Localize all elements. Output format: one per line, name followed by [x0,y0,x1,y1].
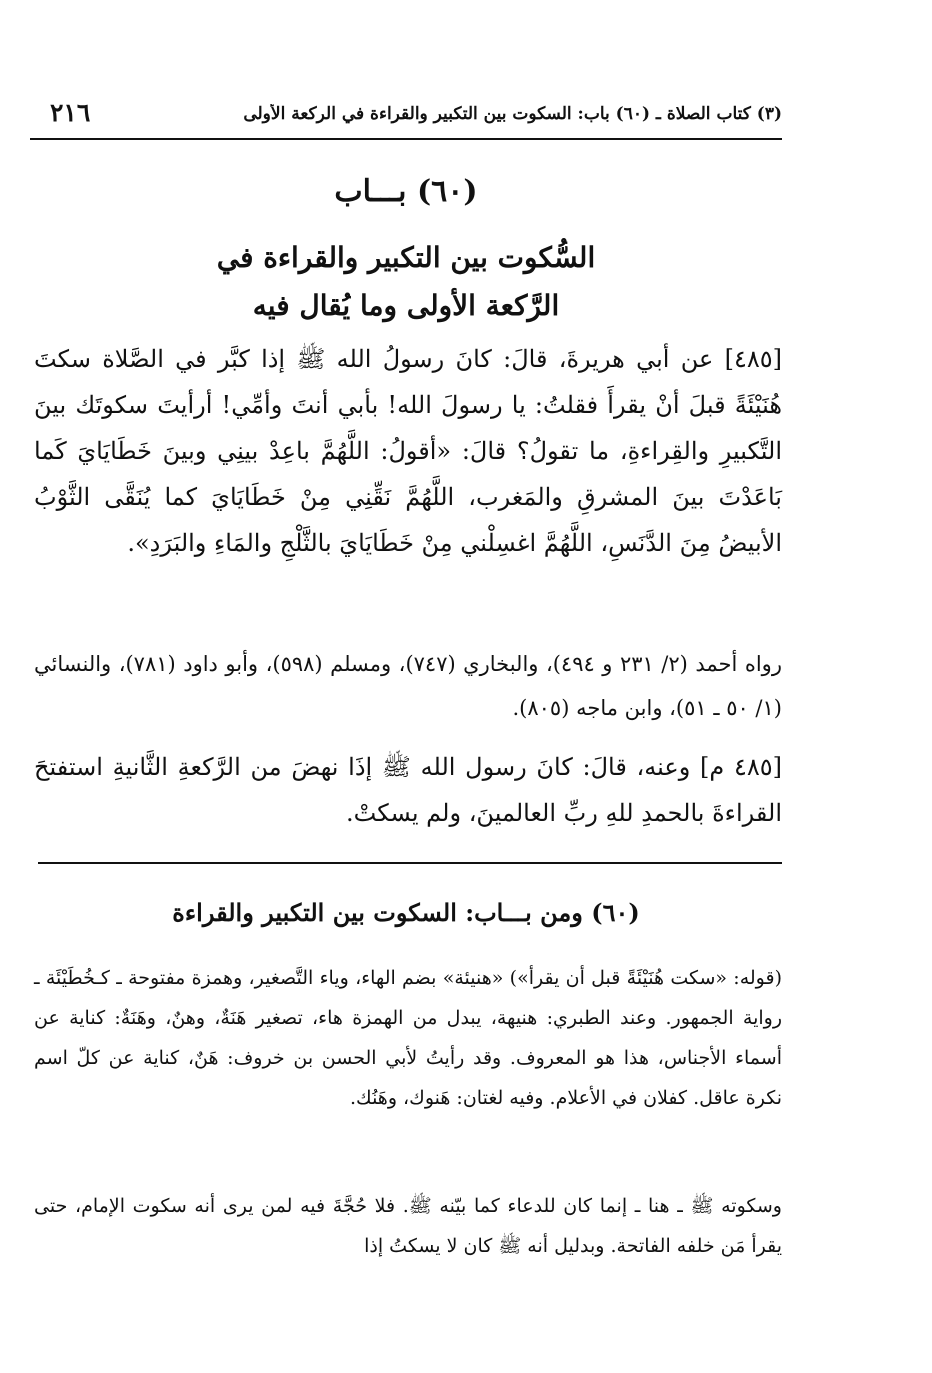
commentary-paragraph-2: وسكوته ﷺ ـ هنا ـ إنما كان للدعاء كما بيّنه ﷺ. فلا حُجَّةَ فيه لمن يرى أنه سكوت الإمام، حتى يقرأ مَن خلفه الفاتحة. وبدليل أنه ﷺ كان لا يسكتُ إذا [34,1195,782,1257]
running-header: (٣) كتاب الصلاة ـ (٦٠) باب: السكوت بين التكبير والقراءة في الركعة الأولى [243,104,782,124]
page-number: ٢١٦ [50,98,91,127]
hadith-485m: [٤٨٥ م] وعنه، قالَ: كانَ رسول الله ﷺ إذَا نهضَ من الرَّكعةِ الثَّانيةِ استفتحَ القراءةَ بالحمدِ للهِ ربِّ العالمينَ، ولم يسكتْ. [34,753,782,827]
commentary-heading: (٦٠) ومن بـــاب: السكوت بين التكبير والقراءة [172,898,640,927]
chapter-title-line-2: الرَّكعة الأولى وما يُقال فيه [252,289,560,322]
hadith-485-takhrij: رواه أحمد (٢/ ٢٣١ و ٤٩٤)، والبخاري (٧٤٧)، ومسلم (٥٩٨)، وأبو داود (٧٨١)، والنسائي (١/ ٥٠ ـ ٥١)، وابن ماجه (٨٠٥). [34,652,782,720]
commentary-paragraph-1: (قوله: «سكت هُنَيْئَةً قبل أن يقرأ») «هنيئة» بضم الهاء، وياء التَّصغير، وهمزة مفتوحة ـ كـخُطَيْئَة ـ رواية الجمهور. وعند الطبري: هنيهة، يبدل من الهمزة هاء، تصغير هَنَةٌ، وهنٌ، وهَنَةٌ: كناية عن أسماء الأجناس، هذا هو المعروف. وقد رأيتُ لأبي الحسن بن خروف: هَنٌ، كناية عن كلّ اسم نكرة عاقل. كفلان في الأعلام. وفيه لغتان: هَنوك، وهَنُك. [34,967,782,1109]
hadith-485: [٤٨٥] عن أبي هريرةَ، قالَ: كانَ رسولُ الله ﷺ إذا كبَّر في الصَّلاة سكتَ هُنَيْئَةً قبلَ أنْ يقرأَ فقلتُ: يا رسولَ الله! بأبي أنتَ وأمِّي! أرأيتَ سكوتَك بينَ التَّكبيرِ والقِراءةِ، ما تقولُ؟ قالَ: «أقولُ: اللَّهُمَّ باعِدْ بينِي وبينَ خَطَايَايَ كَما بَاعَدْتَ بينَ المشرقِ والمَغرب، اللَّهُمَّ نَقِّنِي مِنْ خَطَايَايَ كما يُنَقَّى الثَّوْبُ الأبيضُ مِنَ الدَّنَسِ، اللَّهُمَّ اغسِلْني مِنْ خَطَايَايَ بالثَّلْجِ والمَاءِ والبَرَدِ». [34,345,782,557]
header-rule [30,138,782,140]
chapter-number: (٦٠) بـــاب [334,174,478,209]
chapter-title-line-1: السُّكوت بين التكبير والقراءة في [216,241,596,274]
chapter-title [30,234,782,330]
commentary-separator [38,862,782,864]
